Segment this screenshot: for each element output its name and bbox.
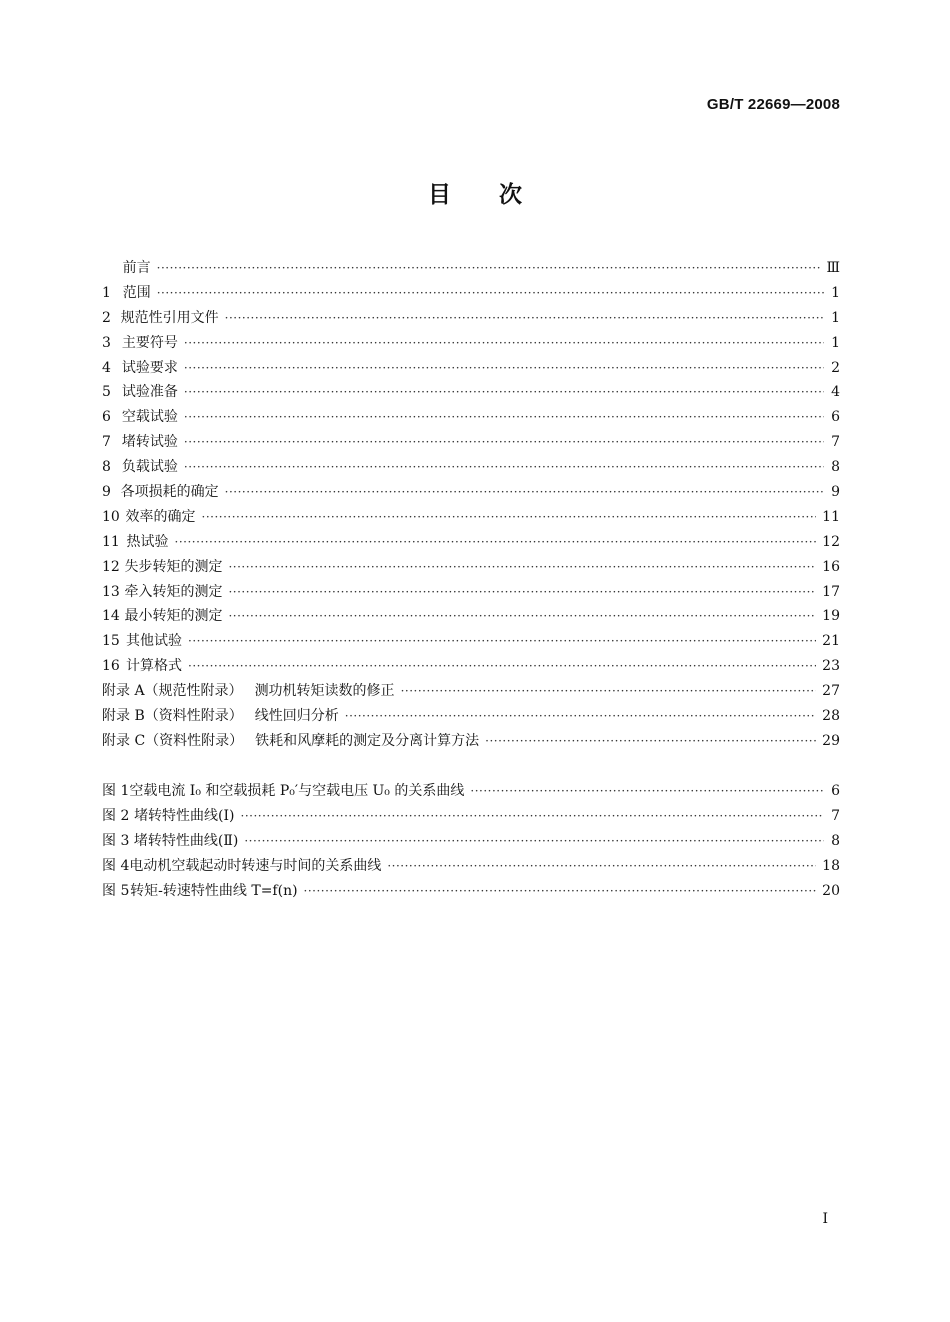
toc-entry-number: 3 [102,334,111,351]
toc-entry-label: 范围 [122,284,151,301]
toc-entry-number: 9 [102,484,111,501]
toc-entry-page: 8 [831,459,840,476]
figure-entry-number: 图 4 [102,857,130,874]
figure-entry-page: 18 [822,857,840,874]
toc-entry-page: 17 [822,583,840,600]
dot-leader [228,555,816,580]
figure-entry-label: 堵转特性曲线(Ⅱ) [133,832,239,849]
toc-entry-page: 7 [831,434,840,451]
toc-entry-page: 23 [822,658,840,675]
toc-entry-label: 最小转矩的测定 [124,608,223,625]
dot-leader [157,281,824,306]
figure-entry[interactable] [102,879,840,904]
toc-entry[interactable] [102,555,840,580]
toc-entry[interactable] [102,331,840,356]
dot-leader [470,779,824,804]
toc-entry[interactable] [102,604,840,629]
dot-leader [241,804,824,829]
toc-entry-label: 牵入转矩的测定 [124,583,223,600]
toc-entry-label: 失步转矩的测定 [124,558,223,575]
toc-entry-label: 空载试验 [121,409,178,426]
toc-entry-label: 试验要求 [121,359,178,376]
toc-entry[interactable] [102,405,840,430]
toc-entry-label: 试验准备 [121,384,178,401]
table-of-contents [102,256,840,754]
footer-page-number: I [822,1211,828,1227]
toc-entry-number: 12 [102,558,120,575]
toc-entry-page: Ⅲ [826,260,840,276]
toc-entry-label: 主要符号 [121,334,178,351]
toc-entry-page: 11 [822,508,840,525]
figure-entry-number: 图 3 [102,832,130,849]
dot-leader [202,505,817,530]
toc-entry[interactable] [102,256,840,281]
toc-entry-label: 测功机转矩读数的修正 [254,683,395,700]
dot-leader [228,604,816,629]
toc-entry[interactable] [102,455,840,480]
dot-leader [244,829,824,854]
toc-entry-label: 堵转试验 [121,434,178,451]
toc-entry-page: 12 [822,533,840,550]
figure-entry-page: 20 [822,882,840,899]
figure-entry-number: 图 1 [102,783,130,799]
toc-entry[interactable] [102,356,840,381]
toc-entry-number: 13 [102,583,120,600]
toc-entry-label: 前言 [122,260,151,276]
toc-entry-page: 6 [831,409,840,426]
page-title: 目次 [428,182,570,208]
standard-code: GB/T 22669—2008 [706,96,840,113]
toc-entry-page: 16 [822,558,840,575]
toc-entry-page: 29 [822,732,840,749]
toc-entry-page: 4 [831,384,840,401]
toc-entry-number: 10 [102,508,120,525]
toc-entry[interactable] [102,480,840,505]
toc-entry-label: 其他试验 [126,633,183,650]
dot-leader [225,306,824,331]
dot-leader [225,480,824,505]
toc-entry-page: 1 [831,284,840,301]
figure-entry-label: 堵转特性曲线(Ⅰ) [134,807,235,824]
dot-leader [184,331,824,356]
toc-entry-number: 16 [102,658,120,675]
dot-leader [184,430,824,455]
toc-entry-number: 附录 C（资料性附录） [102,732,244,749]
toc-entry-page: 1 [831,334,840,351]
toc-entry-number: 附录 A（规范性附录） [102,683,243,700]
toc-entry-number: 5 [102,384,111,401]
dot-leader [184,405,824,430]
toc-entry[interactable] [102,530,840,555]
dot-leader [345,704,816,729]
figure-entry-page: 8 [831,832,840,849]
dot-leader [188,629,816,654]
toc-entry-page: 19 [822,608,840,625]
toc-entry-label: 热试验 [126,533,169,550]
dot-leader [184,356,824,381]
toc-entry-page: 2 [831,359,840,376]
dot-leader [157,256,821,281]
figure-entry-page: 6 [831,783,840,799]
toc-entry-page: 27 [822,683,840,700]
figure-entry-label: 电动机空载起动时转速与时间的关系曲线 [129,857,382,874]
toc-entry-number: 11 [102,533,120,550]
figure-entry[interactable] [102,804,840,829]
toc-entry-label: 效率的确定 [125,508,196,525]
toc-entry-page: 28 [822,708,840,725]
figure-entry-label: 空载电流 I₀ 和空载损耗 P₀′与空载电压 U₀ 的关系曲线 [129,783,465,799]
toc-entry-page: 21 [822,633,840,650]
dot-leader [184,455,824,480]
toc-entry-number: 1 [102,284,111,301]
figure-entry[interactable] [102,854,840,879]
figure-entry-label: 转矩-转速特性曲线 T=f(n) [130,882,298,899]
figure-entry[interactable] [102,829,840,854]
toc-entry-number: 8 [102,459,111,476]
toc-entry-label: 铁耗和风摩耗的测定及分离计算方法 [255,732,480,749]
dot-leader [387,854,816,879]
toc-entry[interactable] [102,679,840,704]
toc-entry-number: 7 [102,434,111,451]
toc-entry-label: 计算格式 [126,658,183,675]
figure-entry-number: 图 2 [102,807,130,824]
toc-entry[interactable] [102,306,840,331]
figure-entry[interactable] [102,779,840,804]
toc-entry-label: 线性回归分析 [254,708,339,725]
toc-entry-number: 2 [102,309,111,326]
dot-leader [175,530,817,555]
dot-leader [184,380,824,405]
dot-leader [485,729,816,754]
dot-leader [228,580,816,605]
toc-entry-number: 附录 B（资料性附录） [102,708,243,725]
toc-entry[interactable] [102,281,840,306]
dot-leader [188,654,816,679]
toc-entry[interactable] [102,654,840,679]
toc-entry[interactable] [102,505,840,530]
toc-entry[interactable] [102,580,840,605]
toc-entry-page: 9 [831,484,840,501]
toc-entry-label: 规范性引用文件 [120,309,219,326]
toc-entry-number: 4 [102,359,111,376]
toc-entry[interactable] [102,729,840,754]
dot-leader [401,679,817,704]
toc-entry-label: 负载试验 [121,459,178,476]
toc-entry[interactable] [102,629,840,654]
toc-entry-number: 14 [102,608,120,625]
toc-entry[interactable] [102,380,840,405]
toc-entry[interactable] [102,430,840,455]
figure-list [102,779,840,903]
figure-entry-page: 7 [831,807,840,824]
toc-entry-number: 15 [102,633,120,650]
figure-entry-number: 图 5 [102,882,130,899]
toc-entry[interactable] [102,704,840,729]
toc-entry-label: 各项损耗的确定 [120,484,219,501]
dot-leader [304,879,817,904]
toc-entry-page: 1 [831,309,840,326]
toc-entry-number: 6 [102,409,111,426]
